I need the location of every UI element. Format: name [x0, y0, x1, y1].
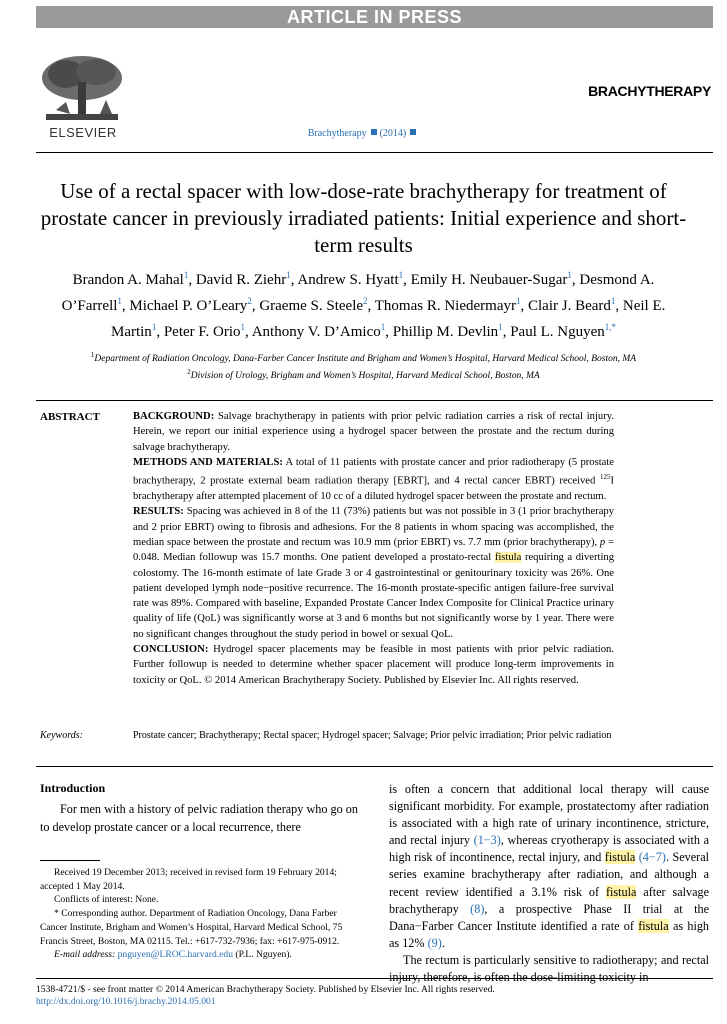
- square-icon: [410, 129, 416, 135]
- affiliation-2: $^2$Division of Urology, Brigham and Women’s Hospital, Harvard Medical School, Boston, MA: [187, 368, 540, 382]
- elsevier-tree-logo-icon: [36, 52, 128, 124]
- citation-journal: Brachytherapy: [307, 128, 367, 139]
- affiliation-1: $^1$Department of Radiation Oncology, Dana-Farber Cancer Institute and Brigham and Women’s Hospital, Harvard Medical School, Boston, MA: [90, 351, 637, 365]
- article-title: Use of a rectal spacer with low-dose-rate brachytherapy for treatment of prostate cancer in previously irradiated patients: Initial experience and short-term results: [40, 179, 687, 257]
- abstract-top-divider: [36, 400, 713, 401]
- author[interactable]: Anthony V. D’Amico$^1$,: [251, 322, 393, 340]
- author[interactable]: Brandon A. Mahal$^1$,: [72, 270, 196, 288]
- footnote-corresponding: * Corresponding author. Department of Radiation Oncology, Dana Farber Cancer Institute, Brigham and Women’s Hospital, Harvard Medical School, 75 Francis Street, Boston, MA 02115. Tel.: +617-732-7936; fax: +617-975-0912.: [40, 908, 343, 947]
- footnote-conflicts: Conflicts of interest: None.: [54, 894, 159, 906]
- author[interactable]: Paul L. Nguyen$^{1,*}$: [510, 322, 617, 340]
- reference-link[interactable]: (4−7): [638, 850, 666, 865]
- abstract-bottom-divider: [36, 766, 713, 767]
- email-link[interactable]: pnguyen@LROC.harvard.edu: [117, 949, 234, 961]
- keywords-text: Prostate cancer; Brachytherapy; Rectal spacer; Hydrogel spacer; Salvage; Prior pelvic irradiation; Prior pelvic radiation: [133, 730, 612, 741]
- abstract-body: [133, 409, 614, 688]
- intro-left-paragraph: For men with a history of pelvic radiation therapy who go on to develop prostate cancer or a local recurrence, there: [40, 802, 358, 834]
- author-list: [40, 265, 687, 343]
- footnote-received: Received 19 December 2013; received in revised form 19 February 2014; accepted 1 May 2014.: [40, 867, 337, 892]
- abstract-results: RESULTS: Spacing was achieved in 8 of the 11 (73%) patients but was not possible in 3 (1 prior brachytherapy and 2 prior EBRT) owing to fibrosis and adhesions. For the 8 patients in whom spacing was accomplished, the median space between the prostate and rectum was 10.9 mm (prior EBRT) vs. 7.7 mm (prior brachytherapy), p = 0.048. Median followup was 15.7 months. One patient developed a prostato-rectal fistula requiring a diverting colostomy. The 16-month estimate of late Grade 3 or 4 gastrointestinal or genitourinary toxicity was 26%. One patient developed lymph node−positive recurrence. The 16-month prostate-specific antigen failure-free survival rate was 89%. Compared with baseline, Expanded Prostate Cancer Index Composite for Clinical Practice urinary quality of life (QoL) was significantly worse at 3 and 6 months but not significantly worse by 1 year. There were no significant changes throughout the study period in bowel or sexual QoL.: [133, 506, 614, 640]
- intro-paragraph-2: The rectum is particularly sensitive to radiotherapy; and rectal: [403, 952, 709, 967]
- abstract-conclusion: CONCLUSION: Hydrogel spacer placements may be feasible in most patients with prior pelvic radiation. Further followup is needed to determine whether spacer placement will produce long-term improvements in toxicity or QoL. © 2014 American Brachytherapy Society. Published by Elsevier Inc. All rights reserved.: [133, 643, 614, 686]
- author[interactable]: Peter F. Orio$^1$,: [163, 322, 252, 340]
- footnote-divider: [40, 860, 100, 861]
- article-in-press-banner: ARTICLE IN PRESS: [36, 6, 713, 28]
- abstract-methods: METHODS AND MATERIALS: A total of 11 patients with prostate cancer and prior radiotherapy (5 prostate brachytherapy, 2 prostate external beam radiation therapy [EBRT], and 4 rectal cancer EBRT) received $^{125}$I brachytherapy after attempted placement of 10 cc of a diluted hydrogel spacer between the prostate and rectum.: [133, 456, 614, 503]
- author[interactable]: Phillip M. Devlin$^1$,: [392, 322, 511, 340]
- author[interactable]: Emily H. Neubauer-Sugar$^1$,: [410, 270, 580, 288]
- keywords-label: Keywords:: [40, 730, 83, 741]
- intro-right-column: [389, 781, 709, 986]
- publisher-name: ELSEVIER: [49, 125, 117, 140]
- reference-link[interactable]: (9): [427, 935, 442, 950]
- copyright-line: 1538-4721/$ - see front matter © 2014 American Brachytherapy Society. Published by Elsevier Inc. All rights reserved.: [36, 984, 495, 995]
- author[interactable]: Clair J. Beard$^1$,: [527, 296, 623, 314]
- author[interactable]: Desmond A. O’Farrell$^1$,: [61, 272, 655, 314]
- reference-link[interactable]: (1−3): [473, 833, 501, 848]
- journal-logo-text: BRACHYTHERAPY: [588, 83, 711, 99]
- highlighted-term: fistula: [494, 552, 522, 564]
- abstract-background: BACKGROUND: Salvage brachytherapy in patients with prior pelvic radiation carries a risk of rectal injury. Herein, we report our initial experience using a hydrogel spacer between the prostate and the rectum during salvage brachytherapy.: [133, 411, 614, 453]
- square-icon: [371, 129, 377, 135]
- author[interactable]: Thomas R. Niedermayr$^1$,: [374, 296, 528, 314]
- author[interactable]: Neil E. Martin$^1$,: [110, 298, 666, 340]
- footnotes: [40, 866, 358, 962]
- journal-citation[interactable]: [0, 128, 727, 139]
- section-heading-introduction: Introduction: [40, 781, 106, 795]
- footnote-email: E-mail address: pnguyen@LROC.harvard.edu (P.L. Nguyen).: [54, 949, 292, 961]
- citation-year: (2014): [379, 128, 407, 139]
- affiliations: [40, 349, 687, 383]
- abstract-label: ABSTRACT: [40, 411, 100, 423]
- header-divider: [36, 152, 713, 153]
- author[interactable]: Andrew S. Hyatt$^1$,: [297, 270, 411, 288]
- author[interactable]: Michael P. O’Leary$^2$,: [129, 296, 260, 314]
- footer-divider: [36, 978, 713, 979]
- author[interactable]: David R. Ziehr$^1$,: [195, 270, 298, 288]
- reference-link[interactable]: (8): [470, 901, 485, 916]
- doi-link[interactable]: http://dx.doi.org/10.1016/j.brachy.2014.05.001: [36, 996, 216, 1007]
- author[interactable]: Graeme S. Steele$^2$,: [259, 296, 375, 314]
- intro-paragraph-1: is often a concern that additional local therapy will cause significant morbidity. For example, prostatectomy after radiation is associated with a high rate of urinary incontinence, stricture, and rectal injury (1−3), whereas cryotherapy is associated with a high risk of incontinence, rectal injury, and fistula (4−7). Several series examine brachytherapy after radiation, and although a recent review identified a 3.1% risk of fistula after salvage brachytherapy (8), a prospective Phase II trial at the Dana−Farber Cancer Institute identified a rate of fistula as high as 12% (9).: [389, 782, 710, 950]
